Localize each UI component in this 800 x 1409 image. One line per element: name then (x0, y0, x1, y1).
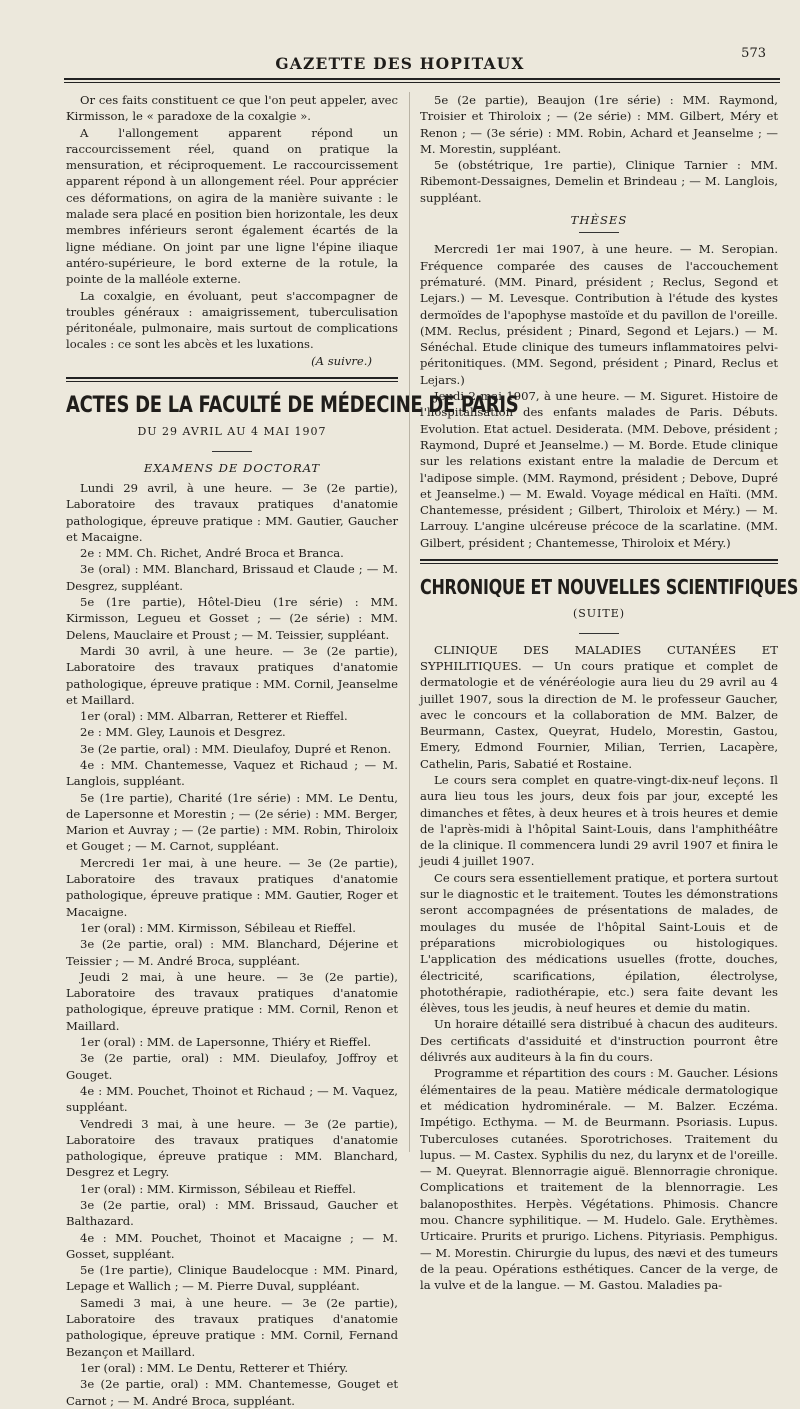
exam-entry: Lundi 29 avril, à une heure. — 3e (2e partie), Laboratoire des travaux pratiques d'anatomie pathologique, épreuve pratique : MM. Gautier, Gaucher et Macaigne. (66, 480, 398, 544)
left-column (66, 92, 519, 1409)
exam-entry: Jeudi 2 mai, à une heure. — 3e (2e partie), Laboratoire des travaux pratiques d'anatomie pathologique, épreuve pratique : MM. Cornil, Renon et Maillard. (66, 969, 398, 1033)
exam-entry: 2e : MM. Gley, Launois et Desgrez. (80, 725, 286, 740)
section-title: CHRONIQUE ET NOUVELLES SCIENTIFIQUES (420, 575, 799, 600)
exam-entry: 1er (oral) : MM. Kirmisson, Sébileau et Rieffel. (80, 1181, 356, 1196)
section-date-range: DU 29 AVRIL AU 4 MAI 1907 (137, 425, 327, 439)
page-number: 573 (741, 46, 766, 61)
chronique-paragraph: Ce cours sera essentiellement pratique, et portera surtout sur le diagnostic et le traitement. Toutes les démonstrations seront accompagnées de présentations de malades, de moulages du musée de l'hôpital Saint-Louis et de préparations microbiologiques ou histologiques. L'application des médications usuelles (frotte, douches, électricité, scarifications, épilation, électrolyse, photothérapie, radiothérapie, etc.) sera faite devant les élèves, tous les jeudis, à neuf heures et demie du matin. (420, 870, 778, 1016)
theses-heading: THÈSES (570, 213, 628, 228)
thesis-entry: Mercredi 1er mai 1907, à une heure. — M. Seropian. Fréquence comparée des causes de l'accouchement prématuré. (MM. Pinard, président ; Reclus, Segond et Lejars.) — M. Levesque. Contribution à l'étude des kystes dermoïdes de l'apophyse mastoïde et du pavillon de l'oreille. (MM. Reclus, président ; Pinard, Segond et Lejars.) — M. Sénéchal. Etude clinique des tumeurs inflammatoires pelvi-péritonitiques. (MM. Segond, président ; Pinard, Reclus et Lejars.) (420, 242, 778, 387)
exam-entry: Mercredi 1er mai, à une heure. — 3e (2e partie), Laboratoire des travaux pratiques d'anatomie pathologique, épreuve pratique : MM. Gautier, Roger et Macaigne. (66, 855, 398, 919)
thesis-entry: Jeudi 2 mai 1907, à une heure. — M. Siguret. Histoire de l'hospitalisation des enfants malades de Paris. Débuts. Evolution. Etat actuel. Desiderata. (MM. Debove, président ; Raymond, Dupré et Jeanselme.) — M. Borde. Etude clinique sur les relations existant entre la maladie de Dercum et l'adipose simple. (MM. Raymond, président ; Debove, Dupré et Jeanselme.) — M. Ewald. Voyage médical en Haïti. (MM. Chantemesse, président ; Gilbert, Thiroloix et Méry.) — M. Larrouy. L'angine ulcéreuse précoce de la scarlatine. (MM. Gilbert, président ; Chantemesse, Thiroloix et Méry.) (420, 389, 778, 550)
exam-entry: 1er (oral) : MM. Le Dentu, Retterer et Thiéry. (80, 1360, 349, 1375)
exam-entry: 4e : MM. Pouchet, Thoinot et Richaud ; — M. Vaquez, suppléant. (66, 1083, 398, 1115)
short-rule (579, 232, 619, 233)
exam-entry: 3e (oral) : MM. Blanchard, Brissaud et Claude ; — M. Desgrez, suppléant. (66, 562, 398, 593)
section-title: ACTES DE LA FACULTÉ DE MÉDECINE DE PARIS (66, 392, 519, 419)
chronique-paragraph: Programme et répartition des cours : M. Gaucher. Lésions élémentaires de la peau. Matière médicale dermatologique et médication hydrominérale. — M. Balzer. Eczéma. Impétigo. Ecthyma. — M. de Beurmann. Psoriasis. Lupus. Tuberculoses cutanées. Sporotrichoses. Traitement du lupus. — M. Castex. Syphilis du nez, du larynx et de l'oreille. — M. Queyrat. Blennorragie aiguë. Blennorragie chronique. Complications et traitement de la blennorragie. Les balanoposthites. Herpès. Végétations. Phimosis. Chancre mou. Chancre syphilitique. — M. Hudelo. Gale. Erythèmes. Urticaire. Prurits et prurigo. Lichens. Pityriasis. Pemphigus. — M. Morestin. Chirurgie du lupus, des nævi et des tumeurs de la peau. Opérations esthétiques. Cancer de la verge, de la vulve et de la langue. — M. Gastou. Maladies pa- (420, 1066, 778, 1293)
exam-entry: 4e : MM. Chantemesse, Vaquez et Richaud ; — M. Langlois, suppléant. (66, 757, 398, 789)
chronique-paragraph: CLINIQUE DES MALADIES CUTANÉES ET SYPHILITIQUES. — Un cours pratique et complet de dermatologie et de vénéréologie aura lieu du 29 avril au 4 juillet 1907, sous la direction de M. le professeur Gaucher, avec le concours et la collaboration de MM. Balzer, de Beurmann, Castex, Queyrat, Hudelo, Morestin, Gastou, Emery, Edmond Fournier, Milian, Terrien, Lacapère, Cathelin, Paris, Sabatié et Rostaine. (420, 642, 778, 771)
section-continued: (SUITE) (572, 607, 626, 621)
sub-heading: EXAMENS DE DOCTORAT (143, 460, 321, 475)
exam-entry: 5e (1re partie), Clinique Baudelocque : MM. Pinard, Lepage et Wallich ; — M. Pierre Duval, suppléant. (66, 1263, 398, 1294)
exam-entry: 3e (2e partie, oral) : MM. Chantemesse, Gouget et Carnot ; — M. André Broca, suppléant. (66, 1377, 398, 1408)
exam-entry: Vendredi 3 mai, à une heure. — 3e (2e partie), Laboratoire des travaux pratiques d'anatomie pathologique, épreuve pratique : MM. Blanchard, Desgrez et Legry. (66, 1116, 398, 1180)
section-rule (420, 559, 778, 564)
header-rule-thin (64, 82, 780, 83)
exam-entry: 1er (oral) : MM. de Lapersonne, Thiéry et Rieffel. (80, 1035, 372, 1050)
exam-entry: 5e (1re partie), Hôtel-Dieu (1re série) : MM. Kirmisson, Legueu et Gosset ; — (2e série) : MM. Delens, Mauclaire et Proust ; — M. Teissier, suppléant. (66, 595, 398, 642)
exam-entry: 4e : MM. Pouchet, Thoinot et Macaigne ; — M. Gosset, suppléant. (66, 1230, 398, 1261)
exam-entry: 5e (2e partie), Beaujon (1re série) : MM. Raymond, Troisier et Thiroloix ; — (2e série) : MM. Gilbert, Méry et Renon ; — (3e série) : MM. Robin, Achard et Jeanselme ; — M. Morestin, suppléant. (420, 93, 778, 156)
exam-entry: 5e (1re partie), Charité (1re série) : MM. Le Dentu, de Lapersonne et Morestin ; — (2e série) : MM. Berger, Marion et Auvray ; — (2e partie) : MM. Robin, Thiroloix et Gouget ; — M. Carnot, suppléant. (66, 790, 398, 854)
right-column (420, 92, 799, 1293)
paragraph: A l'allongement apparent répond un raccourcissement réel, quand on pratique la mensuration, et réciproquement. Le raccourcissement apparent répond à un allongement réel. Pour apprécier ces déformations, on agira de la manière suivante : le malade sera placé en position bien horizontale, les deux membres inférieurs seront également écartés de la ligne médiane. On joint par une ligne l'épine iliaque antéro-supérieure, le bord externe de la rotule, la pointe de la malléole externe. (66, 125, 398, 287)
column-separator (409, 92, 410, 1152)
exam-entry: 2e : MM. Ch. Richet, André Broca et Branca. (80, 546, 344, 561)
chronique-paragraph: Un horaire détaillé sera distribué à chacun des auditeurs. Des certificats d'assiduité et d'instruction pourront être délivrés aux auditeurs à la fin du cours. (420, 1017, 778, 1065)
short-rule (212, 451, 252, 452)
paragraph: Or ces faits constituent ce que l'on peut appeler, avec Kirmisson, le « paradoxe de la coxalgie ». (66, 93, 398, 124)
header-rule (64, 78, 780, 80)
section-rule (66, 377, 398, 382)
exam-entry: 5e (obstétrique, 1re partie), Clinique Tarnier : MM. Ribemont-Dessaignes, Demelin et Brindeau ; — M. Langlois, suppléant. (420, 158, 778, 205)
chronique-paragraph: Le cours sera complet en quatre-vingt-dix-neuf leçons. Il aura lieu tous les jours, deux fois par jour, excepté les dimanches et fêtes, à deux heures et à trois heures et demie de l'après-midi à l'hôpital Saint-Louis, dans l'amphithéâtre de la clinique. Il commencera lundi 29 avril 1907 et finira le jeudi 4 juillet 1907. (420, 772, 778, 869)
exam-entry: 3e (2e partie, oral) : MM. Brissaud, Gaucher et Balthazard. (66, 1198, 398, 1229)
exam-entry: 3e (2e partie, oral) : MM. Dieulafoy, Dupré et Renon. (80, 741, 392, 756)
exam-entry: 3e (2e partie, oral) : MM. Blanchard, Déjerine et Teissier ; — M. André Broca, suppléant. (66, 937, 398, 968)
exam-entry: Mardi 30 avril, à une heure. — 3e (2e partie), Laboratoire des travaux pratiques d'anatomie pathologique, épreuve pratique : MM. Cornil, Jeanselme et Maillard. (66, 643, 398, 707)
short-rule (579, 633, 619, 634)
paragraph: La coxalgie, en évoluant, peut s'accompagner de troubles généraux : amaigrissement, tuberculisation péritonéale, pulmonaire, mais surtout de complications locales : ce sont les abcès et les luxations. (66, 288, 398, 352)
exam-entry: 1er (oral) : MM. Albarran, Retterer et Rieffel. (80, 709, 348, 724)
to-follow-note: (A suivre.) (311, 353, 372, 368)
exam-entry: Samedi 3 mai, à une heure. — 3e (2e partie), Laboratoire des travaux pratiques d'anatomie pathologique, épreuve pratique : MM. Cornil, Fernand Bezançon et Maillard. (66, 1295, 398, 1359)
exam-entry: 3e (2e partie, oral) : MM. Dieulafoy, Joffroy et Gouget. (66, 1051, 398, 1082)
running-head-title: GAZETTE DES HOPITAUX (275, 54, 525, 73)
exam-entry: 1er (oral) : MM. Kirmisson, Sébileau et Rieffel. (80, 920, 356, 935)
